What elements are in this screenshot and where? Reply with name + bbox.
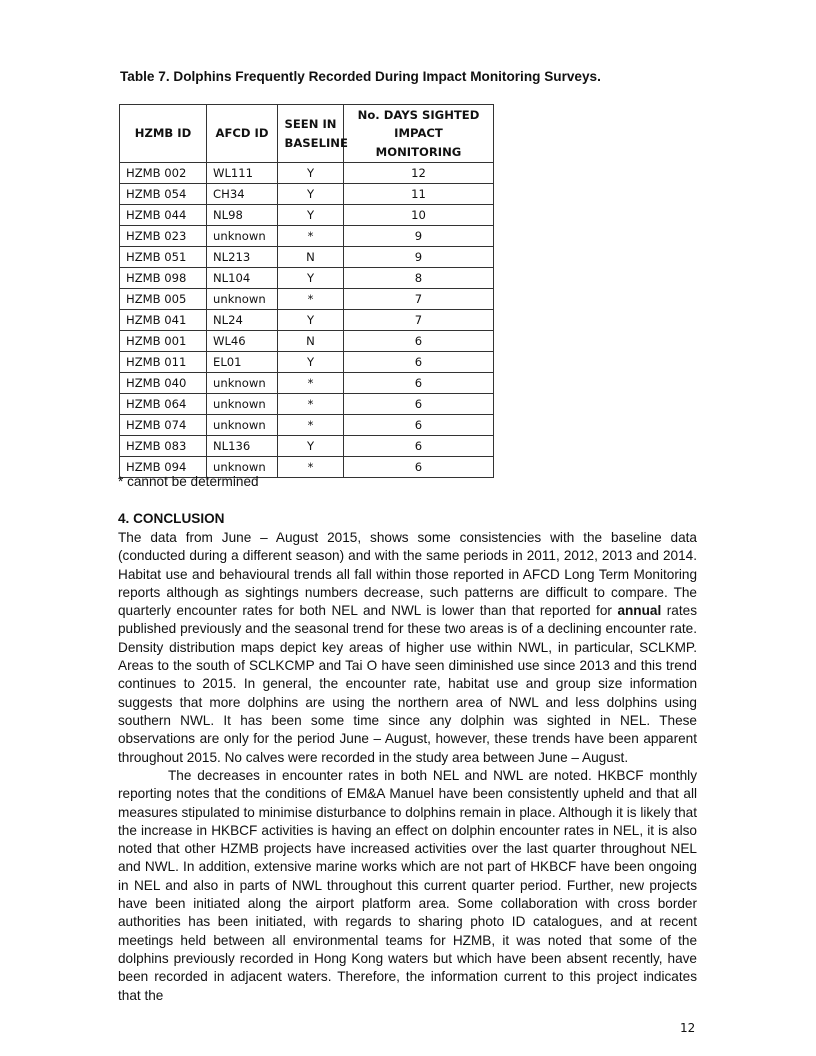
hzmb-id-cell: HZMB 041 <box>120 310 207 331</box>
hzmb-id-cell: HZMB 051 <box>120 247 207 268</box>
baseline-cell: Y <box>278 205 344 226</box>
hzmb-id-cell: HZMB 005 <box>120 289 207 310</box>
table-row <box>120 247 494 268</box>
afcd-id-cell: WL111 <box>207 163 278 184</box>
page-number: 12 <box>680 1021 696 1035</box>
afcd-id-cell: CH34 <box>207 184 278 205</box>
days-sighted-cell: 7 <box>344 289 494 310</box>
afcd-id-cell: EL01 <box>207 352 278 373</box>
hzmb-id-cell: HZMB 040 <box>120 373 207 394</box>
days-sighted-cell: 6 <box>344 436 494 457</box>
days-sighted-cell: 7 <box>344 310 494 331</box>
afcd-id-cell: unknown <box>207 394 278 415</box>
days-sighted-cell: 8 <box>344 268 494 289</box>
afcd-id-cell: unknown <box>207 457 278 478</box>
conclusion-paragraph-1 <box>118 529 697 767</box>
afcd-id-cell: NL98 <box>207 205 278 226</box>
table-row <box>120 436 494 457</box>
baseline-cell: Y <box>278 184 344 205</box>
afcd-id-cell: NL136 <box>207 436 278 457</box>
afcd-id-cell: unknown <box>207 373 278 394</box>
hzmb-id-cell: HZMB 044 <box>120 205 207 226</box>
dolphin-table <box>119 104 494 478</box>
afcd-id-cell: unknown <box>207 415 278 436</box>
table-title: Table 7. Dolphins Frequently Recorded During Impact Monitoring Surveys. <box>120 69 601 84</box>
afcd-id-cell: WL46 <box>207 331 278 352</box>
hzmb-id-cell: HZMB 074 <box>120 415 207 436</box>
table-row <box>120 289 494 310</box>
table-row <box>120 373 494 394</box>
hzmb-id-cell: HZMB 054 <box>120 184 207 205</box>
table-row <box>120 163 494 184</box>
table-body <box>120 163 494 478</box>
hzmb-id-cell: HZMB 083 <box>120 436 207 457</box>
baseline-cell: Y <box>278 268 344 289</box>
days-sighted-cell: 6 <box>344 394 494 415</box>
baseline-cell: * <box>278 289 344 310</box>
bold-word: annual <box>617 603 662 619</box>
hzmb-id-cell: HZMB 001 <box>120 331 207 352</box>
days-sighted-cell: 6 <box>344 331 494 352</box>
days-sighted-cell: 9 <box>344 226 494 247</box>
baseline-cell: * <box>278 415 344 436</box>
days-sighted-cell: 6 <box>344 415 494 436</box>
baseline-cell: Y <box>278 310 344 331</box>
header-days-sighted: No. DAYS SIGHTED IMPACT MONITORING <box>344 105 494 163</box>
days-sighted-cell: 12 <box>344 163 494 184</box>
conclusion-paragraph-2: The decreases in encounter rates in both NEL and NWL are noted. HKBCF monthly reporting notes that the conditions of EM&A Manuel have been consistently upheld and that all measures stipulated to minimise disturbance to dolphins remain in place. Although it is likely that the increase in HKBCF activities is having an effect on dolphin encounter rates in NEL, it is also noted that other HZMB projects have increased activities over the last quarter throughout NEL and NWL. In addition, extensive marine works which are not part of HKBCF have been ongoing in NEL and also in parts of NWL throughout this current quarter period. Further, new projects have been initiated along the airport platform area. Some collaboration with cross border authorities has been initiated, with regards to sharing photo ID catalogues, and at recent meetings held between all environmental teams for HZMB, it was noted that some of the dolphins previously recorded in Hong Kong waters but which have been absent recently, have been recorded in adjacent waters. Therefore, the information current to this project indicates that the <box>118 768 697 1003</box>
hzmb-id-cell: HZMB 094 <box>120 457 207 478</box>
paragraph-text: The data from June – August 2015, shows some consistencies with the baseline data (conducted during a different season) and with the same periods in 2011, 2012, 2013 and 2014. Habitat use and behavioural trends all fall within those reported in AFCD Long Term Monitoring reports although as sightings numbers decrease, such patterns are difficult to compare. The quarterly encounter rates for both NEL and NWL is lower than that reported for <box>118 530 697 619</box>
afcd-id-cell: unknown <box>207 226 278 247</box>
paragraph-text: rates published previously and the seasonal trend for these two areas is of a declining encounter rate. Density distribution maps depict key areas of higher use within NWL, in particular, SCLKMP. Areas to the south of SCLKCMP and Tai O have seen diminished use since 2013 and this trend continues to 2015. In general, the encounter rate, habitat use and group size information suggests that more dolphins are using the northern area of NWL and less dolphins using southern NWL. It has been some time since any dolphin was sighted in NEL. These observations are only for the period June – August, however, these trends have been apparent throughout 2015. No calves were recorded in the study area between June – August. <box>118 603 697 765</box>
table-footnote: * cannot be determined <box>118 474 259 489</box>
table-row <box>120 352 494 373</box>
table-row <box>120 268 494 289</box>
afcd-id-cell: NL24 <box>207 310 278 331</box>
hzmb-id-cell: HZMB 023 <box>120 226 207 247</box>
baseline-cell: * <box>278 226 344 247</box>
days-sighted-cell: 6 <box>344 457 494 478</box>
table-header-row <box>120 105 494 163</box>
table-row <box>120 184 494 205</box>
hzmb-id-cell: HZMB 098 <box>120 268 207 289</box>
header-hzmb-id: HZMB ID <box>120 105 207 163</box>
days-sighted-cell: 10 <box>344 205 494 226</box>
days-sighted-cell: 6 <box>344 373 494 394</box>
table-row <box>120 205 494 226</box>
hzmb-id-cell: HZMB 064 <box>120 394 207 415</box>
afcd-id-cell: NL104 <box>207 268 278 289</box>
section-heading: 4. CONCLUSION <box>118 511 225 526</box>
baseline-cell: Y <box>278 352 344 373</box>
baseline-cell: Y <box>278 163 344 184</box>
hzmb-id-cell: HZMB 002 <box>120 163 207 184</box>
hzmb-id-cell: HZMB 011 <box>120 352 207 373</box>
afcd-id-cell: NL213 <box>207 247 278 268</box>
baseline-cell: * <box>278 394 344 415</box>
baseline-cell: N <box>278 331 344 352</box>
baseline-cell: Y <box>278 436 344 457</box>
baseline-cell: * <box>278 457 344 478</box>
table-row <box>120 415 494 436</box>
table-row <box>120 310 494 331</box>
header-seen-in-baseline: SEEN IN BASELINE <box>278 105 344 163</box>
afcd-id-cell: unknown <box>207 289 278 310</box>
baseline-cell: N <box>278 247 344 268</box>
header-afcd-id: AFCD ID <box>207 105 278 163</box>
baseline-cell: * <box>278 373 344 394</box>
table-row <box>120 226 494 247</box>
days-sighted-cell: 6 <box>344 352 494 373</box>
table-row <box>120 394 494 415</box>
days-sighted-cell: 11 <box>344 184 494 205</box>
days-sighted-cell: 9 <box>344 247 494 268</box>
table-row <box>120 331 494 352</box>
